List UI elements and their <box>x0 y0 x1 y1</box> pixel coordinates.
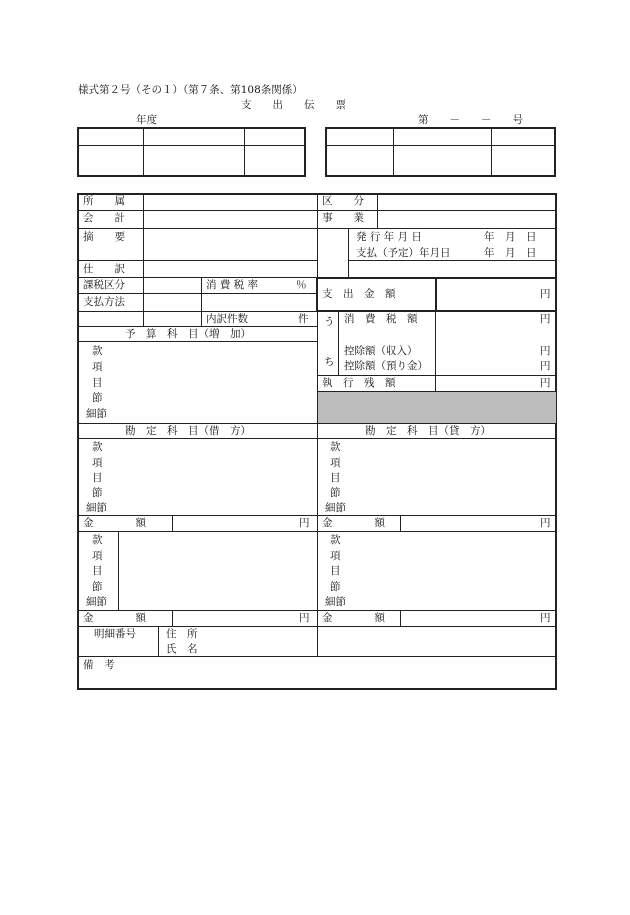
biko-field[interactable] <box>79 672 555 688</box>
label-yosan-kamoku: 予 算 科 目（増 加） <box>125 328 251 340</box>
yen-unit-kojo-shunyu: 円 <box>540 345 551 357</box>
yen-unit-shohizei: 円 <box>540 313 551 325</box>
label-u: う <box>324 316 335 328</box>
kashi2-ko: 項 <box>330 550 341 562</box>
kashi1-moku: 目 <box>330 472 341 484</box>
shiharai-hoho-field[interactable] <box>145 295 315 309</box>
kashi2-kingaku-label: 金 額 <box>322 612 385 624</box>
kashi1-kan: 款 <box>330 441 341 453</box>
label-shohizei: 消 費 税 額 <box>344 313 418 325</box>
label-shohi-zeiritsu: 消 費 税 率 <box>206 279 259 291</box>
kari1-kan: 款 <box>92 441 103 453</box>
shishutsu-kingaku-field[interactable] <box>438 280 538 309</box>
yosan-kan: 款 <box>92 345 103 357</box>
yosan-ko: 項 <box>92 361 103 373</box>
form-title: 様式第２号（その１）（第７条、第108条関係） <box>78 84 303 96</box>
payee-field[interactable] <box>210 628 555 654</box>
label-chi: ち <box>324 356 335 368</box>
shiharai-date-value: 年 月 日 <box>484 247 537 259</box>
header-left-input[interactable] <box>79 147 304 175</box>
kashi2-kingaku-field[interactable] <box>402 612 536 625</box>
kari2-saisetsu: 細節 <box>86 596 107 608</box>
kubun-field[interactable] <box>379 195 555 209</box>
shaded-cell <box>318 392 556 423</box>
kashi1-kingaku-label: 金 額 <box>322 517 385 529</box>
kari2-ko: 項 <box>92 550 103 562</box>
kari1-setsu: 節 <box>92 487 103 499</box>
kari1-kingaku-field[interactable] <box>174 517 296 530</box>
kari2-kingaku-label: 金 額 <box>83 612 146 624</box>
kashi2-saisetsu: 細節 <box>325 596 346 608</box>
kari2-field[interactable] <box>120 533 315 608</box>
ken-unit: 件 <box>298 313 309 325</box>
label-biko: 備 考 <box>83 659 115 671</box>
document-number-label: 第 － － 号 <box>418 114 523 126</box>
kashi1-saisetsu: 細節 <box>325 502 346 514</box>
kashi1-yen: 円 <box>540 517 551 529</box>
label-kubun: 区 分 <box>322 195 364 207</box>
label-shiwake: 仕 訳 <box>83 263 125 275</box>
yosan-kamoku-field[interactable] <box>120 343 315 421</box>
kashi1-ko: 項 <box>330 457 341 469</box>
label-kojo-shunyu: 控除額（収入） <box>344 345 418 357</box>
percent-sign: ％ <box>296 279 307 291</box>
label-kanjo-kashi: 勘 定 科 目（貸 方） <box>365 425 491 437</box>
label-shiharai-hoho: 支払方法 <box>83 296 125 308</box>
label-shozoku: 所 属 <box>83 195 125 207</box>
kari1-moku: 目 <box>92 472 103 484</box>
label-shimei: 氏 名 <box>166 643 198 655</box>
yosan-setsu: 節 <box>92 392 103 404</box>
label-kanjo-kari: 勘 定 科 目（借 方） <box>125 425 251 437</box>
kari2-moku: 目 <box>92 565 103 577</box>
tekiyo-field[interactable] <box>145 230 346 258</box>
label-jigyo: 事 業 <box>322 212 364 224</box>
label-jusho: 住 所 <box>166 628 198 640</box>
kashi2-field[interactable] <box>358 533 555 608</box>
yosan-saisetsu: 細節 <box>86 408 107 420</box>
label-kaikei: 会 計 <box>83 212 125 224</box>
kashi2-setsu: 節 <box>330 581 341 593</box>
yen-unit-shikko: 円 <box>540 377 551 389</box>
label-meisai-bango: 明細番号 <box>94 628 136 640</box>
kashi2-moku: 目 <box>330 565 341 577</box>
label-shishutsu-kingaku: 支 出 金 額 <box>322 288 396 300</box>
hakko-date-value: 年 月 日 <box>484 231 537 243</box>
kari1-ko: 項 <box>92 457 103 469</box>
yosan-moku: 目 <box>92 377 103 389</box>
kari2-setsu: 節 <box>92 581 103 593</box>
label-kojo-azukari: 控除額（預り金） <box>344 360 428 372</box>
kashi1-field[interactable] <box>358 440 555 513</box>
kari2-kingaku-field[interactable] <box>174 612 296 625</box>
header-right-input[interactable] <box>327 147 554 175</box>
kashi1-kingaku-field[interactable] <box>402 517 536 530</box>
kari1-yen: 円 <box>299 517 310 529</box>
label-tekiyo: 摘 要 <box>83 231 125 243</box>
label-uchiwake: 内訳件数 <box>206 313 248 325</box>
shozoku-field[interactable] <box>145 195 315 209</box>
kari1-field[interactable] <box>120 440 315 513</box>
kashi2-kan: 款 <box>330 534 341 546</box>
label-kazei-kubun: 課税区分 <box>83 279 125 291</box>
label-shikko-zandaka: 執 行 残 額 <box>322 377 396 389</box>
kari1-saisetsu: 細節 <box>86 502 107 514</box>
year-label: 年度 <box>136 114 157 126</box>
kashi1-setsu: 節 <box>330 487 341 499</box>
kari2-yen: 円 <box>299 612 310 624</box>
yen-unit-shishutsu: 円 <box>540 288 551 300</box>
document-title: 支 出 伝 票 <box>241 99 346 111</box>
kaikei-field[interactable] <box>145 212 315 226</box>
kari2-kan: 款 <box>92 534 103 546</box>
yen-unit-kojo-azukari: 円 <box>540 360 551 372</box>
kazei-kubun-field[interactable] <box>145 279 200 292</box>
label-shiharai-date: 支払（予定）年月日 <box>356 247 451 259</box>
shiwake-field[interactable] <box>145 262 315 276</box>
kashi2-yen: 円 <box>540 612 551 624</box>
kari1-kingaku-label: 金 額 <box>83 517 146 529</box>
jigyo-field[interactable] <box>379 212 555 226</box>
label-hakko-date: 発 行 年 月 日 <box>356 231 422 243</box>
